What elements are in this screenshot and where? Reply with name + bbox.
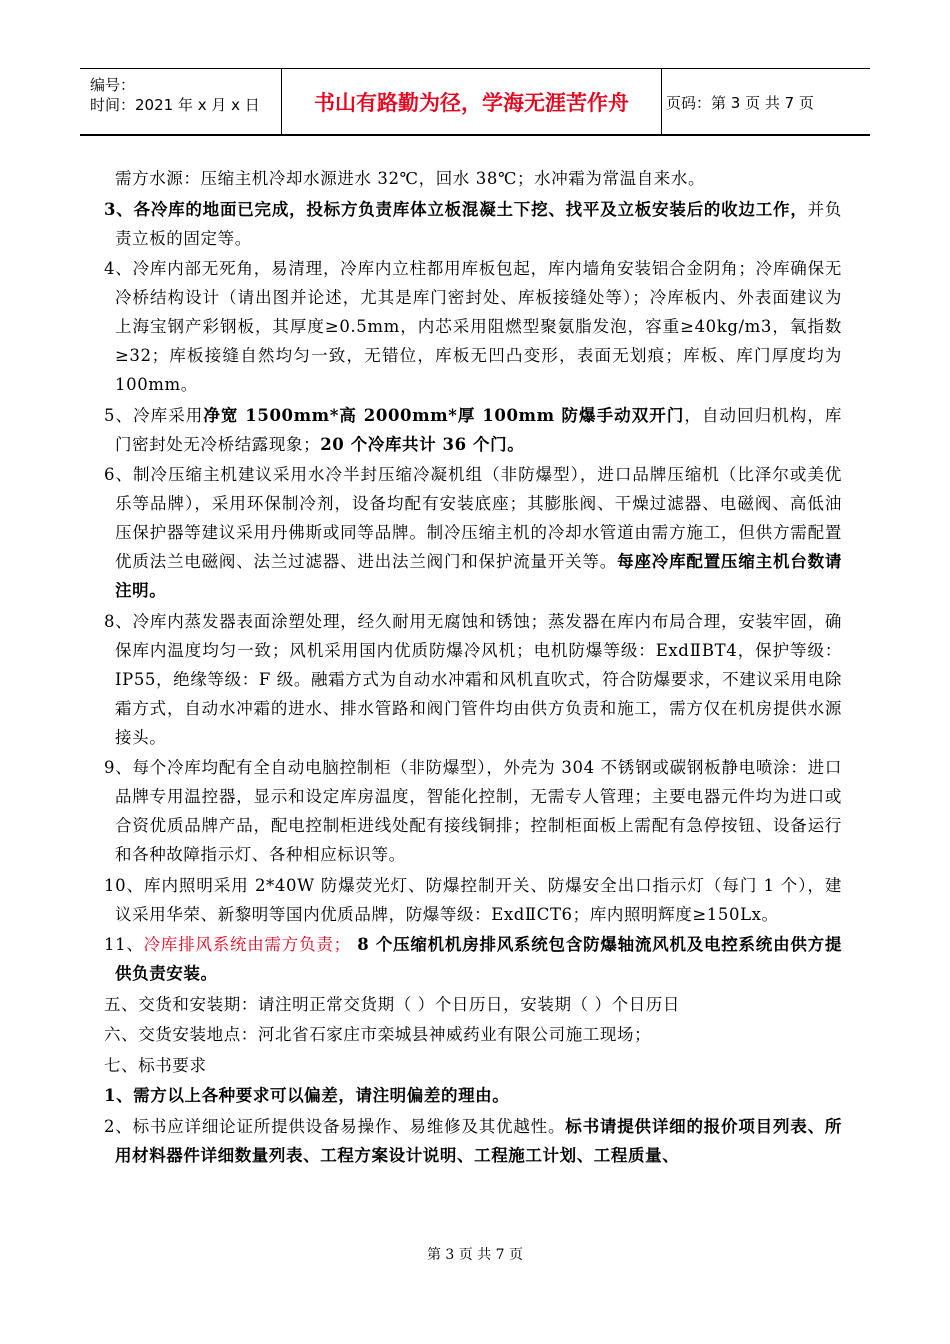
paragraph-text: ，自动回归机构，库门密封处无冷桥结露现象； <box>115 405 842 454</box>
paragraph-text: 6、制冷压缩主机建议采用水冷半封压缩冷凝机组（非防爆型），进口品牌压缩机（比泽尔或美优乐等品牌），采用环保制冷剂，设备均配有安装底座；其膨胀阀、干燥过滤器、电磁阀、高低油压保护器等建议采用丹佛斯或同等品牌。制冷压缩主机的冷却水管道由需方施工，但供方需配置优质法兰电磁阀、法兰过滤器、进出法兰阀门和保护流量开关等。 <box>104 465 842 571</box>
paragraph-red-text: 冷库排风系统由需方负责； <box>143 935 351 954</box>
paragraph-text: 2、标书应详细论证所提供设备易操作、易维修及其优越性。 <box>104 1116 566 1136</box>
paragraph-bold-text: 8 个压缩机机房排风系统包含防爆轴流风机及电控系统由供方提供负责安装。 <box>115 935 842 983</box>
paragraph-text: 五、交货和安装期：请注明正常交货期（ ）个日历日，安装期（ ）个日历日 <box>104 994 680 1014</box>
item-3 <box>104 195 842 253</box>
paragraph-bold-text: 每座冷库配置压缩主机台数请注明。 <box>115 552 842 600</box>
water-source-line <box>104 164 842 193</box>
header-motto: 书山有路勤为径，学海无涯苦作舟 <box>282 69 662 135</box>
paragraph-text: 11、 <box>104 935 144 954</box>
section-delivery-period <box>104 990 842 1019</box>
paragraph-text: 5、冷库采用 <box>104 405 204 425</box>
document-body <box>104 164 842 1171</box>
section-delivery-location <box>104 1020 842 1049</box>
item-8 <box>104 607 842 752</box>
door-count-bold: 20 个冷库共计 36 个门。 <box>320 434 525 454</box>
paragraph-text: 六、交货安装地点：河北省石家庄市栾城县神威药业有限公司施工现场； <box>104 1025 652 1044</box>
paragraph-bold-text: 3、各冷库的地面已完成，投标方负责库体立板混凝土下挖、找平及立板安装后的收边工作， <box>104 199 808 219</box>
tender-item-2 <box>104 1112 842 1170</box>
section-tender-requirements-heading <box>104 1051 842 1080</box>
paragraph-text: 10、库内照明采用 2*40W 防爆荧光灯、防爆控制开关、防爆安全出口指示灯（每门 1 个），建议采用华荣、新黎明等国内优质品牌，防爆等级：ExdⅡCT6；库内照明辉度≥150Lx。 <box>104 875 842 924</box>
page-header <box>80 68 870 136</box>
paragraph-text: 9、每个冷库均配有全自动电脑控制柜（非防爆型），外壳为 304 不锈钢或碳钢板静电喷涂：进口品牌专用温控器，显示和设定库房温度，智能化控制，无需专人管理；主要电器元件均为进口或合资优质品牌产品，配电控制柜进线处配有接线铜排；控制柜面板上需配有急停按钮、设备运行和各种故障指示灯、各种相应标识等。 <box>104 758 842 864</box>
paragraph-text: 并负责立板的固定等。 <box>115 199 842 248</box>
item-9 <box>104 753 842 869</box>
paragraph-bold-text: 标书请提供详细的报价项目列表、所用材料器件详细数量列表、工程方案设计说明、工程施工计划、工程质量、 <box>115 1116 842 1165</box>
item-5 <box>104 401 842 459</box>
item-11 <box>104 930 842 988</box>
document-date: 时间：2021 年 x 月 x 日 <box>90 96 260 114</box>
door-spec-bold: 净宽 1500mm*高 2000mm*厚 100mm 防爆手动双开门 <box>203 405 685 425</box>
document-number-label: 编号： <box>90 76 136 94</box>
tender-item-1 <box>104 1081 842 1110</box>
header-meta <box>80 69 282 135</box>
page-footer: 第 3 页 共 7 页 <box>426 1247 524 1263</box>
paragraph-text: 4、冷库内部无死角，易清理，冷库内立柱都用库板包起，库内墙角安装铝合金阴角；冷库确保无冷桥结构设计（请出图并论述，尤其是库门密封处、库板接缝处等）；冷库板内、外表面建议为上海宝钢产彩钢板，其厚度≥0.5mm，内芯采用阻燃型聚氨脂发泡，容重≥40kg/m3，氧指数≥32；库板接缝自然均匀一致，无错位，库板无凹凸变形，表面无划痕；库板、库门厚度均为 100mm。 <box>104 259 842 394</box>
paragraph-text: 8、冷库内蒸发器表面涂塑处理，经久耐用无腐蚀和锈蚀；蒸发器在库内布局合理，安装牢固，确保库内温度均匀一致；风机采用国内优质防爆冷风机；电机防爆等级：ExdⅡBT4，保护等级：IP55，绝缘等级：F 级。融霜方式为自动水冲霜和风机直吹式，符合防爆要求，不建议采用电除霜方式，自动水冲霜的进水、排水管路和阀门管件均由供方负责和施工，需方仅在机房提供水源接头。 <box>104 611 842 747</box>
item-6 <box>104 460 842 605</box>
section-heading: 七、标书要求 <box>104 1055 207 1075</box>
item-4 <box>104 254 842 399</box>
header-page-number: 页码：第 3 页 共 7 页 <box>666 93 814 112</box>
paragraph-text: 需方水源：压缩主机冷却水源进水 32℃，回水 38℃；水冲霜为常温自来水。 <box>115 169 706 188</box>
paragraph-bold-text: 1、需方以上各种要求可以偏差，请注明偏差的理由。 <box>104 1086 510 1105</box>
item-10 <box>104 871 842 929</box>
